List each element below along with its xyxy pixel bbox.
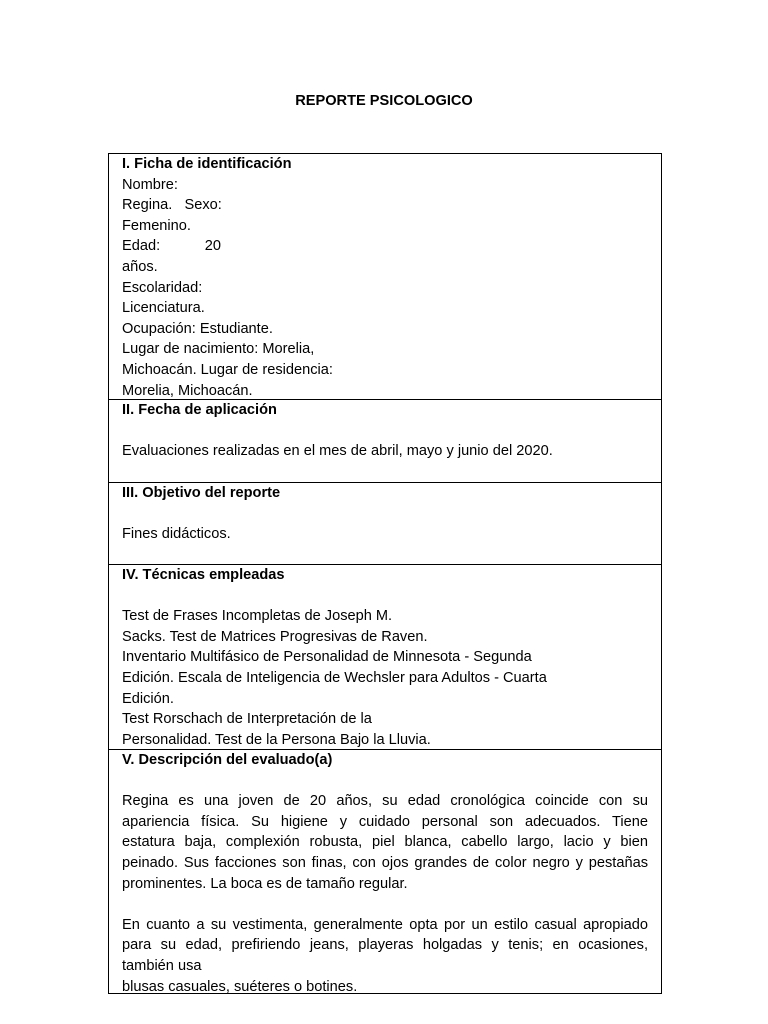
text-line: Regina. Sexo: [122,197,222,214]
blank-line [122,771,648,792]
text-line: Licenciatura. [122,300,205,317]
section-application-date [108,399,662,483]
blank-line [122,504,648,525]
text-line: Femenino. [122,217,191,234]
text-line: Evaluaciones realizadas en el mes de abril, mayo y junio del 2020. [122,443,553,460]
section-report-objective [108,482,662,565]
blank-line [122,894,648,915]
text-line: Sacks. Test de Matrices Progresivas de Raven. [122,628,428,645]
text-line: Test Rorschach de Interpretación de la [122,711,372,728]
paragraph-line: blusas casuales, suéteres o botines. [122,978,358,995]
text-line: Escolaridad: [122,279,203,296]
text-line: Fines didácticos. [122,526,231,543]
section-heading: III. Objetivo del reporte [122,485,281,501]
section-heading: I. Ficha de identificación [122,156,292,172]
text-line: años. [122,258,158,275]
paragraph-line: para su edad, prefiriendo jeans, playeras holgadas y tenis; en ocasiones, [122,937,648,954]
section-heading: II. Fecha de aplicación [122,402,277,418]
section-techniques [108,564,662,750]
paragraph-line: estatura baja, complexión robusta, piel blanca, cabello largo, lacio y bien [122,834,648,851]
text-line: Edición. Escala de Inteligencia de Wechsler para Adultos - Cuarta [122,669,547,686]
section-heading: V. Descripción del evaluado(a) [122,752,333,768]
text-line: Test de Frases Incompletas de Joseph M. [122,608,393,625]
text-line: Lugar de nacimiento: Morelia, [122,341,315,358]
paragraph-line: prominentes. La boca es de tamaño regular. [122,875,408,892]
section-evaluee-description [108,749,662,994]
text-line: Inventario Multifásico de Personalidad de Minnesota - Segunda [122,649,532,666]
text-line: Nombre: [122,176,178,193]
text-line: Ocupación: Estudiante. [122,320,273,337]
blank-line [122,421,648,442]
text-line: Michoacán. Lugar de residencia: [122,361,333,378]
paragraph-line: apariencia física. Su higiene y cuidado personal son adecuados. Tiene [122,813,648,830]
text-line: Edad: 20 [122,238,221,255]
paragraph-line: también usa [122,957,202,974]
report-title: REPORTE PSICOLOGICO [295,93,473,109]
blank-line [122,586,648,607]
text-line: Morelia, Michoacán. [122,382,253,399]
paragraph-line: En cuanto a su vestimenta, generalmente opta por un estilo casual apropiado [122,916,648,933]
text-line: Edición. [122,690,174,707]
paragraph-line: Regina es una joven de 20 años, su edad cronológica coincide con su [122,793,648,810]
text-line: Personalidad. Test de la Persona Bajo la Lluvia. [122,731,431,748]
section-identification [108,153,662,400]
section-heading: IV. Técnicas empleadas [122,567,285,583]
paragraph-line: peinado. Sus facciones son finas, con ojos grandes de color negro y pestañas [122,854,648,871]
